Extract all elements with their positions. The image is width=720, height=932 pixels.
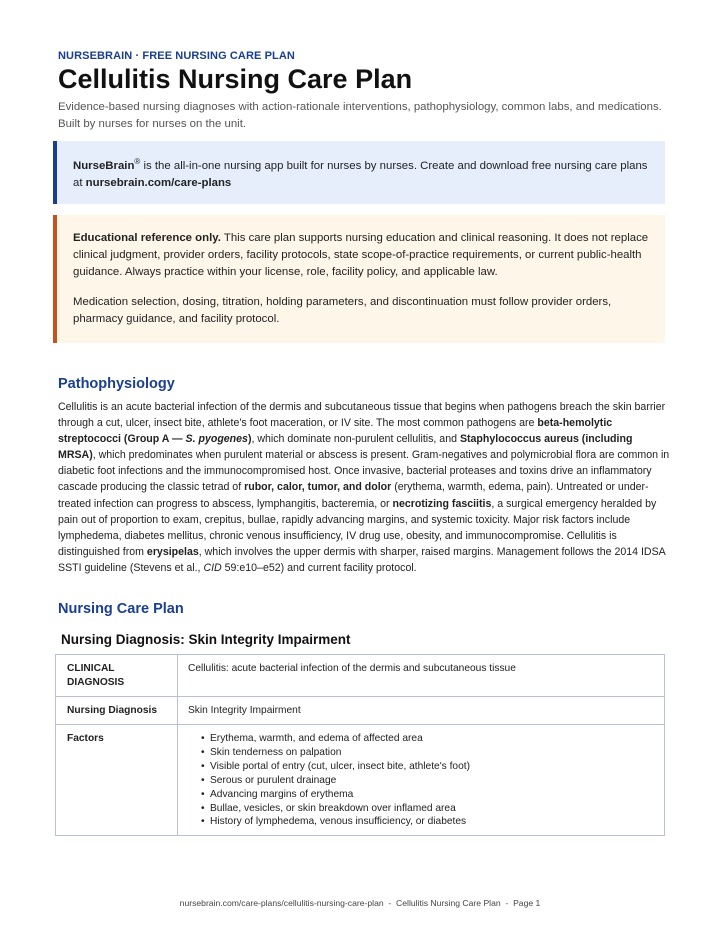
list-item: • Bullae, vesicles, or skin breakdown over inflamed area bbox=[210, 802, 654, 816]
list-item: • Advancing margins of erythema bbox=[210, 788, 654, 802]
medication-note: Medication selection, dosing, titration, holding parameters, and discontinuation must follow provider orders, pharmacy guidance, and facility protocol. bbox=[73, 296, 612, 325]
patho-italic-1: CID bbox=[203, 561, 222, 574]
disclaimer-lead: Educational reference only. bbox=[73, 232, 221, 244]
care-plan-table bbox=[55, 654, 665, 836]
page-title: Cellulitis Nursing Care Plan bbox=[58, 64, 413, 94]
patho-bold-2: Staphylococcus aureus (including MRSA) bbox=[58, 433, 633, 462]
patho-bold-3: rubor, calor, tumor, and dolor bbox=[244, 481, 392, 494]
patho-bold-1a: beta-hemolytic streptococci (Group A — bbox=[58, 417, 613, 446]
list-item: • Visible portal of entry (cut, ulcer, insect bite, athlete's foot) bbox=[210, 760, 654, 774]
page-subtitle: Evidence-based nursing diagnoses with action-rationale interventions, pathophysiology, common labs, and medications. Built by nurses for nurses on the unit. bbox=[58, 101, 662, 130]
footer-separator: - bbox=[383, 898, 397, 908]
clinical-diagnosis-label: CLINICAL DIAGNOSIS bbox=[56, 655, 178, 697]
care-plan-heading: Nursing Care Plan bbox=[58, 601, 184, 617]
patho-bold-1-italic: S. pyogenes bbox=[185, 433, 248, 446]
nursing-diagnosis-heading: Nursing Diagnosis: Skin Integrity Impairment bbox=[61, 632, 351, 647]
clinical-diagnosis-value: Cellulitis: acute bacterial infection of the dermis and subcutaneous tissue bbox=[178, 655, 665, 697]
table-row bbox=[56, 725, 665, 836]
list-item: • Serous or purulent drainage bbox=[210, 774, 654, 788]
list-item: • Skin tenderness on palpation bbox=[210, 746, 654, 760]
patho-text-5: , a surgical emergency heralded by pain out of proportion to exam, crepitus, bullae, rapidly advancing margins, and systemic toxicity. Major risk factors include lymphedema, diabetes mellitus, chronic venous insufficiency, IV drug use, obesity, and immunocompromise. Cellulitis is distinguished from bbox=[58, 497, 657, 558]
nursing-diagnosis-label: Nursing Diagnosis bbox=[56, 697, 178, 725]
table-row bbox=[56, 697, 665, 725]
disclaimer-callout bbox=[53, 215, 665, 343]
patho-text-7: 59:e10–e52) and current facility protocol. bbox=[221, 561, 417, 574]
footer-page-number: Page 1 bbox=[513, 898, 541, 908]
patho-bold-4: necrotizing fasciitis bbox=[392, 497, 492, 510]
list-item: • Erythema, warmth, and edema of affected area bbox=[210, 732, 654, 746]
pathophysiology-heading: Pathophysiology bbox=[58, 376, 175, 392]
patho-text-1: Cellulitis is an acute bacterial infection of the dermis and subcutaneous tissue that begins when pathogens breach the skin barrier through a cut, ulcer, insect bite, athlete's foot maceration, or IV site. The most common pathogens are bbox=[58, 401, 666, 430]
page-footer bbox=[0, 898, 720, 908]
promo-text: is the all-in-one nursing app built for nurses by nurses. Create and download free nursing care plans at bbox=[73, 159, 648, 189]
patho-text-3: , which predominates when purulent material or abscess is present. Gram-negatives and polymicrobial flora are common in diabetic foot infections and the immunocompromised host. Once invasive, bacterial proteases and toxins drive an inflammatory cascade producing the classic tetrad of bbox=[58, 449, 670, 494]
promo-callout bbox=[53, 141, 665, 204]
footer-doc-title: Cellulitis Nursing Care Plan bbox=[396, 898, 501, 908]
disclaimer-text: This care plan supports nursing education and clinical reasoning. It does not replace clinical judgment, provider orders, facility protocols, state scope-of-practice requirements, or current public-health guidance. Always practice within your license, role, facility policy, and applicable law. bbox=[73, 232, 649, 278]
nursing-diagnosis-value: Skin Integrity Impairment bbox=[178, 697, 665, 725]
factors-cell bbox=[178, 725, 665, 836]
pathophysiology-text bbox=[58, 399, 670, 576]
footer-url[interactable]: nursebrain.com/care-plans/cellulitis-nursing-care-plan bbox=[179, 898, 384, 908]
patho-bold-5: erysipelas bbox=[146, 545, 199, 558]
factors-label: Factors bbox=[56, 725, 178, 836]
patho-text-2: , which dominate non-purulent cellulitis, and bbox=[251, 433, 460, 446]
factors-list bbox=[188, 732, 654, 829]
patho-text-4: (erythema, warmth, edema, pain). Untreated or under-treated infection can progress to abscess, lymphangitis, bacteremia, or bbox=[58, 481, 649, 510]
promo-link[interactable]: nursebrain.com/care-plans bbox=[85, 176, 232, 189]
promo-brand: NurseBrain bbox=[73, 159, 135, 172]
list-item: • History of lymphedema, venous insufficiency, or diabetes bbox=[210, 815, 654, 829]
patho-bold-1b: ) bbox=[247, 433, 252, 446]
header-kicker: NURSEBRAIN · FREE NURSING CARE PLAN bbox=[58, 50, 295, 62]
table-row bbox=[56, 655, 665, 697]
patho-text-6: , which involves the upper dermis with sharper, raised margins. Management follows the 2014 IDSA SSTI guideline (Stevens et al., bbox=[58, 545, 666, 574]
footer-separator: - bbox=[500, 898, 514, 908]
registered-mark: ® bbox=[134, 157, 141, 166]
